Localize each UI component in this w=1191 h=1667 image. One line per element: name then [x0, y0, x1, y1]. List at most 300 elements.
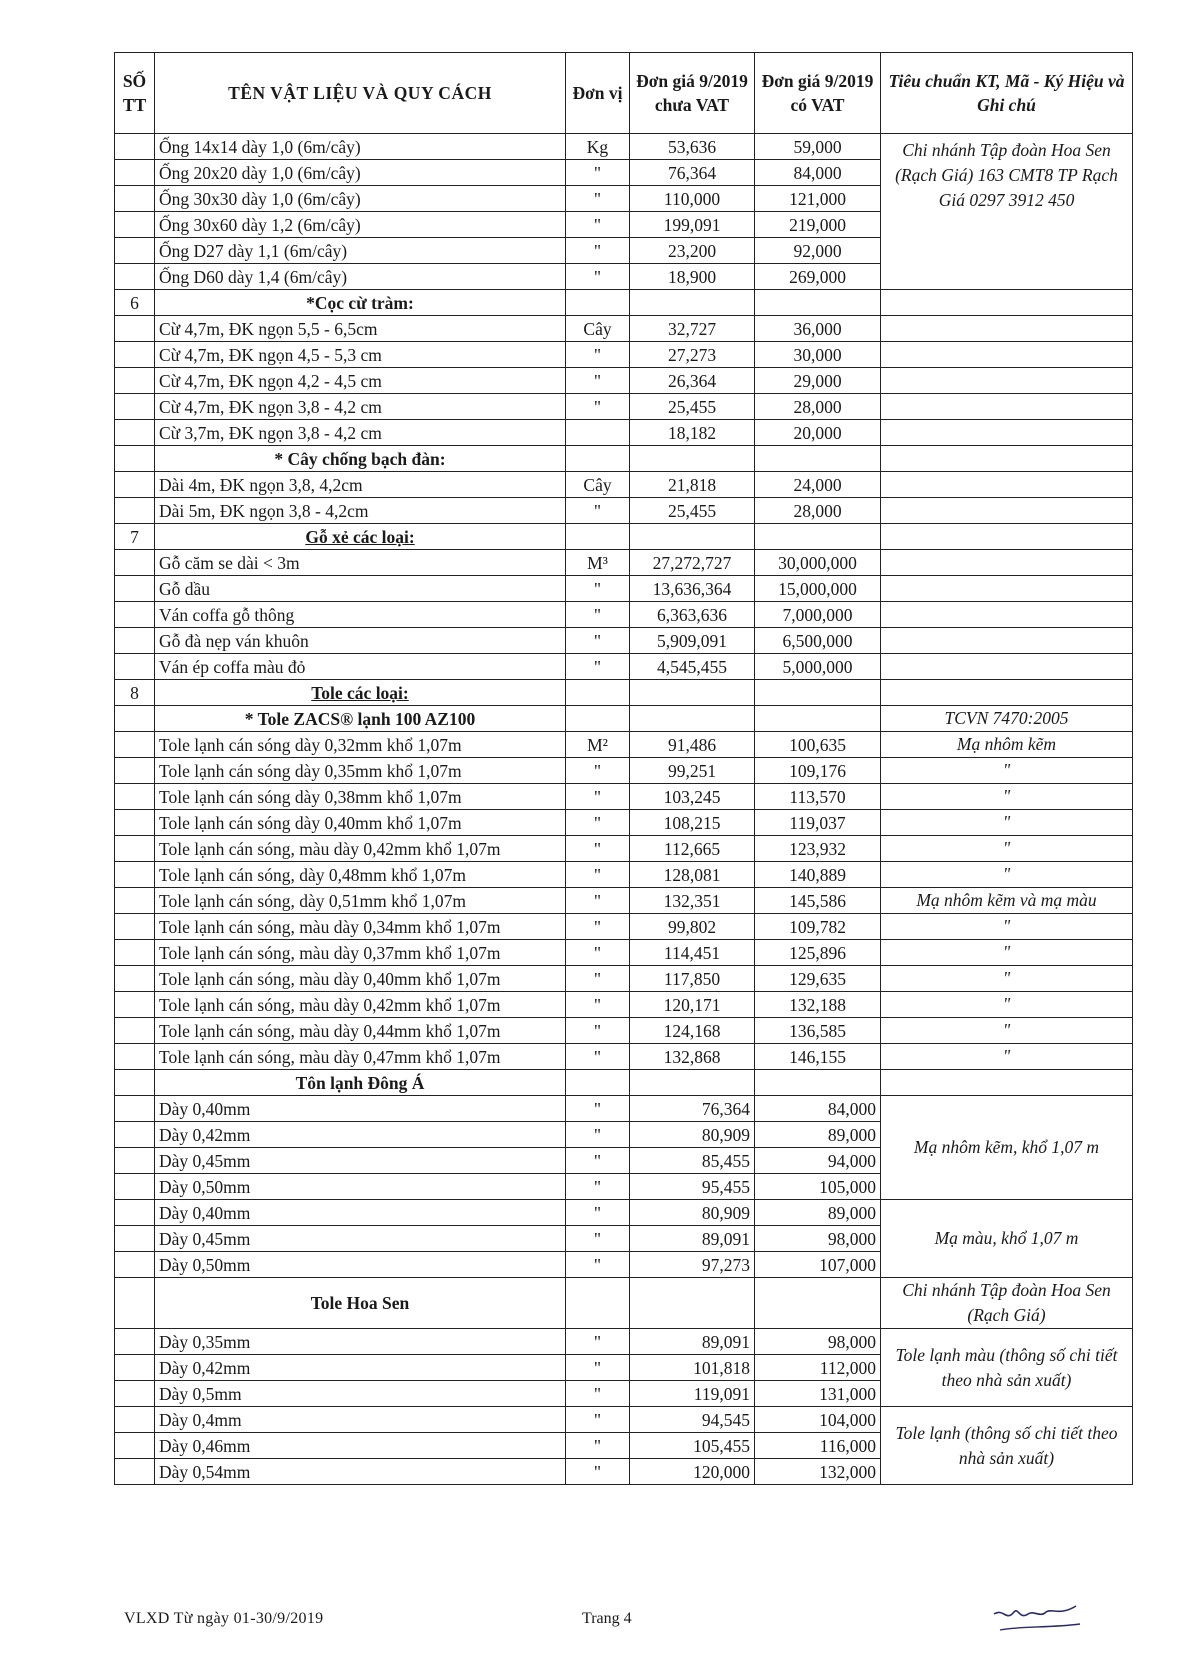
table-row: [115, 342, 1133, 368]
row-unit: ": [566, 1174, 630, 1200]
row-unit: ": [566, 1226, 630, 1252]
row-name: Ống 30x60 dày 1,2 (6m/cây): [155, 212, 566, 238]
row-name: Tole lạnh cán sóng, màu dày 0,34mm khổ 1,07m: [155, 914, 566, 940]
table-row: [115, 888, 1133, 914]
row-no: [115, 784, 155, 810]
row-price-no-vat: 4,545,455: [630, 654, 755, 680]
row-name: Cừ 4,7m, ĐK ngọn 5,5 - 6,5cm: [155, 316, 566, 342]
row-no: [115, 602, 155, 628]
note-hoasen-branch2: Chi nhánh Tập đoàn Hoa Sen (Rạch Giá): [881, 1278, 1133, 1329]
row-price-vat: 24,000: [755, 472, 881, 498]
row-no: [115, 186, 155, 212]
row-price-no-vat: 110,000: [630, 186, 755, 212]
row-price-vat: 29,000: [755, 368, 881, 394]
row-name: Tole lạnh cán sóng dày 0,40mm khổ 1,07m: [155, 810, 566, 836]
row-price-vat: 109,782: [755, 914, 881, 940]
row-no: [115, 134, 155, 160]
row-name: Tole lạnh cán sóng, dày 0,51mm khổ 1,07m: [155, 888, 566, 914]
note-tole-lanh: Tole lạnh (thông số chi tiết theo nhà sản xuất): [881, 1407, 1133, 1485]
row-price-vat: 30,000: [755, 342, 881, 368]
section-row: [115, 446, 1133, 472]
row-price-vat: 84,000: [755, 1096, 881, 1122]
section-row: [115, 1278, 1133, 1329]
row-no: [115, 1433, 155, 1459]
row-price-vat: 5,000,000: [755, 654, 881, 680]
table-row: [115, 602, 1133, 628]
row-no: [115, 810, 155, 836]
row-price-no-vat: 18,900: [630, 264, 755, 290]
section-title: Gỗ xẻ các loại:: [155, 524, 566, 550]
row-no: 6: [115, 290, 155, 316]
row-price-vat: 6,500,000: [755, 628, 881, 654]
table-row: [115, 1200, 1133, 1226]
row-price-vat: 30,000,000: [755, 550, 881, 576]
row-price-no-vat: 95,455: [630, 1174, 755, 1200]
row-no: [115, 1407, 155, 1433]
row-note: ": [881, 810, 1133, 836]
row-price-no-vat: 120,000: [630, 1459, 755, 1485]
row-price-vat: 132,188: [755, 992, 881, 1018]
row-price-vat: 98,000: [755, 1329, 881, 1355]
row-name: Tole lạnh cán sóng, màu dày 0,42mm khổ 1,07m: [155, 992, 566, 1018]
row-price-no-vat: 27,272,727: [630, 550, 755, 576]
row-no: [115, 212, 155, 238]
row-price-no-vat: 80,909: [630, 1200, 755, 1226]
row-unit: Kg: [566, 134, 630, 160]
table-row: [115, 654, 1133, 680]
row-unit: Cây: [566, 472, 630, 498]
row-price-vat: 140,889: [755, 862, 881, 888]
row-price-no-vat: 99,802: [630, 914, 755, 940]
row-no: [115, 1278, 155, 1329]
row-name: Gỗ dầu: [155, 576, 566, 602]
row-price-no-vat: 132,868: [630, 1044, 755, 1070]
row-price-vat: 28,000: [755, 394, 881, 420]
row-no: [115, 862, 155, 888]
row-no: [115, 316, 155, 342]
row-no: 8: [115, 680, 155, 706]
table-row: [115, 992, 1133, 1018]
row-name: Dày 0,54mm: [155, 1459, 566, 1485]
row-name: Cừ 4,7m, ĐK ngọn 3,8 - 4,2 cm: [155, 394, 566, 420]
table-row: [115, 628, 1133, 654]
row-price-no-vat: 112,665: [630, 836, 755, 862]
row-price-vat: 59,000: [755, 134, 881, 160]
row-name: Dày 0,45mm: [155, 1226, 566, 1252]
row-price-no-vat: 76,364: [630, 160, 755, 186]
row-name: Ống 30x30 dày 1,0 (6m/cây): [155, 186, 566, 212]
row-price-vat: 145,586: [755, 888, 881, 914]
section-title: *Cọc cừ tràm:: [155, 290, 566, 316]
row-no: [115, 1226, 155, 1252]
row-price-vat: 36,000: [755, 316, 881, 342]
row-unit: ": [566, 1329, 630, 1355]
row-name: Dày 0,35mm: [155, 1329, 566, 1355]
section-title: * Cây chống bạch đàn:: [155, 446, 566, 472]
row-note: Mạ nhôm kẽm: [881, 732, 1133, 758]
row-note: ": [881, 992, 1133, 1018]
section-row: [115, 524, 1133, 550]
section-title: * Tole ZACS® lạnh 100 AZ100: [155, 706, 566, 732]
row-no: [115, 498, 155, 524]
note-tcvn: TCVN 7470:2005: [881, 706, 1133, 732]
row-no: [115, 1070, 155, 1096]
row-price-no-vat: 89,091: [630, 1226, 755, 1252]
row-no: [115, 914, 155, 940]
row-name: Dày 0,42mm: [155, 1122, 566, 1148]
row-price-no-vat: 199,091: [630, 212, 755, 238]
row-unit: ": [566, 628, 630, 654]
row-unit: ": [566, 1122, 630, 1148]
table-row: [115, 1044, 1133, 1070]
row-no: [115, 1096, 155, 1122]
row-price-no-vat: 25,455: [630, 498, 755, 524]
row-name: Tole lạnh cán sóng, màu dày 0,37mm khổ 1,07m: [155, 940, 566, 966]
row-no: [115, 446, 155, 472]
row-name: Dài 5m, ĐK ngọn 3,8 - 4,2cm: [155, 498, 566, 524]
table-row: [115, 576, 1133, 602]
row-no: [115, 940, 155, 966]
row-price-no-vat: 103,245: [630, 784, 755, 810]
row-price-no-vat: 132,351: [630, 888, 755, 914]
row-no: [115, 1018, 155, 1044]
row-price-vat: 15,000,000: [755, 576, 881, 602]
table-row: [115, 862, 1133, 888]
table-row: [115, 1096, 1133, 1122]
table-row: [115, 498, 1133, 524]
row-unit: ": [566, 1148, 630, 1174]
row-price-vat: 28,000: [755, 498, 881, 524]
row-no: [115, 1044, 155, 1070]
row-note: ": [881, 1018, 1133, 1044]
header-no: SỐ TT: [115, 53, 155, 134]
table-row: [115, 394, 1133, 420]
row-unit: ": [566, 966, 630, 992]
row-name: Dày 0,40mm: [155, 1096, 566, 1122]
row-price-vat: 125,896: [755, 940, 881, 966]
table-row: [115, 550, 1133, 576]
row-price-no-vat: 23,200: [630, 238, 755, 264]
table-row: [115, 940, 1133, 966]
row-price-vat: 136,585: [755, 1018, 881, 1044]
row-name: Tole lạnh cán sóng, màu dày 0,44mm khổ 1,07m: [155, 1018, 566, 1044]
row-no: [115, 1459, 155, 1485]
row-no: [115, 550, 155, 576]
row-price-no-vat: 105,455: [630, 1433, 755, 1459]
row-note: ": [881, 784, 1133, 810]
row-no: [115, 1329, 155, 1355]
row-price-no-vat: 97,273: [630, 1252, 755, 1278]
row-price-no-vat: 13,636,364: [630, 576, 755, 602]
row-note: ": [881, 914, 1133, 940]
row-unit: ": [566, 368, 630, 394]
row-price-no-vat: 80,909: [630, 1122, 755, 1148]
row-unit: ": [566, 498, 630, 524]
row-name: Dày 0,50mm: [155, 1174, 566, 1200]
table-row: [115, 914, 1133, 940]
row-price-no-vat: 114,451: [630, 940, 755, 966]
row-price-vat: 219,000: [755, 212, 881, 238]
note-tole-lanh-mau: Tole lạnh màu (thông số chi tiết theo nhà sản xuất): [881, 1329, 1133, 1407]
row-price-no-vat: 85,455: [630, 1148, 755, 1174]
row-unit: ": [566, 1200, 630, 1226]
row-price-no-vat: 128,081: [630, 862, 755, 888]
row-no: [115, 836, 155, 862]
header-price-no-vat: Đơn giá 9/2019 chưa VAT: [630, 53, 755, 134]
note-donga-kem: Mạ nhôm kẽm, khổ 1,07 m: [881, 1096, 1133, 1200]
row-price-vat: 112,000: [755, 1355, 881, 1381]
row-no: [115, 238, 155, 264]
row-name: Dày 0,45mm: [155, 1148, 566, 1174]
row-price-vat: 123,932: [755, 836, 881, 862]
row-note: ": [881, 836, 1133, 862]
row-price-vat: 107,000: [755, 1252, 881, 1278]
table-row: [115, 1018, 1133, 1044]
row-name: Tole lạnh cán sóng dày 0,38mm khổ 1,07m: [155, 784, 566, 810]
row-no: [115, 628, 155, 654]
row-name: Ống D27 dày 1,1 (6m/cây): [155, 238, 566, 264]
row-price-no-vat: 94,545: [630, 1407, 755, 1433]
row-name: Ván ép coffa màu đỏ: [155, 654, 566, 680]
row-no: [115, 472, 155, 498]
row-no: [115, 368, 155, 394]
row-price-vat: 7,000,000: [755, 602, 881, 628]
row-price-vat: 116,000: [755, 1433, 881, 1459]
row-unit: ": [566, 264, 630, 290]
row-price-no-vat: 91,486: [630, 732, 755, 758]
row-unit: M²: [566, 732, 630, 758]
row-name: Dày 0,4mm: [155, 1407, 566, 1433]
row-unit: ": [566, 888, 630, 914]
row-price-no-vat: 18,182: [630, 420, 755, 446]
header-note: Tiêu chuẩn KT, Mã - Ký Hiệu và Ghi chú: [881, 53, 1133, 134]
row-price-vat: 98,000: [755, 1226, 881, 1252]
row-unit: Cây: [566, 316, 630, 342]
row-note: ": [881, 758, 1133, 784]
row-name: Dài 4m, ĐK ngọn 3,8, 4,2cm: [155, 472, 566, 498]
row-unit: ": [566, 1018, 630, 1044]
row-note: Mạ nhôm kẽm và mạ màu: [881, 888, 1133, 914]
row-unit: ": [566, 394, 630, 420]
row-price-vat: 129,635: [755, 966, 881, 992]
section-row: [115, 706, 1133, 732]
header-unit: Đơn vị: [566, 53, 630, 134]
row-price-vat: 109,176: [755, 758, 881, 784]
row-unit: ": [566, 1044, 630, 1070]
row-price-vat: 89,000: [755, 1200, 881, 1226]
section-title: Tôn lạnh Đông Á: [155, 1070, 566, 1096]
row-name: Gỗ đà nẹp ván khuôn: [155, 628, 566, 654]
row-price-vat: 269,000: [755, 264, 881, 290]
row-price-no-vat: 99,251: [630, 758, 755, 784]
row-unit: ": [566, 758, 630, 784]
row-no: 7: [115, 524, 155, 550]
row-name: Tole lạnh cán sóng, màu dày 0,47mm khổ 1,07m: [155, 1044, 566, 1070]
row-name: Ván coffa gỗ thông: [155, 602, 566, 628]
row-name: Tole lạnh cán sóng dày 0,35mm khổ 1,07m: [155, 758, 566, 784]
row-price-vat: 92,000: [755, 238, 881, 264]
row-name: Cừ 4,7m, ĐK ngọn 4,2 - 4,5 cm: [155, 368, 566, 394]
row-unit: ": [566, 1252, 630, 1278]
row-name: Tole lạnh cán sóng, màu dày 0,40mm khổ 1,07m: [155, 966, 566, 992]
row-no: [115, 576, 155, 602]
table-row: [115, 472, 1133, 498]
section-row: [115, 290, 1133, 316]
table-row: [115, 810, 1133, 836]
row-no: [115, 758, 155, 784]
row-unit: ": [566, 186, 630, 212]
row-price-vat: 104,000: [755, 1407, 881, 1433]
row-no: [115, 160, 155, 186]
row-no: [115, 992, 155, 1018]
row-no: [115, 966, 155, 992]
row-price-no-vat: 5,909,091: [630, 628, 755, 654]
row-unit: ": [566, 862, 630, 888]
row-unit: ": [566, 1459, 630, 1485]
row-price-vat: 89,000: [755, 1122, 881, 1148]
table-row: [115, 732, 1133, 758]
row-unit: ": [566, 810, 630, 836]
table-row: [115, 420, 1133, 446]
row-note: ": [881, 940, 1133, 966]
row-unit: ": [566, 914, 630, 940]
table-row: [115, 758, 1133, 784]
row-unit: ": [566, 784, 630, 810]
row-price-no-vat: 6,363,636: [630, 602, 755, 628]
row-unit: ": [566, 576, 630, 602]
row-price-no-vat: 120,171: [630, 992, 755, 1018]
row-unit: ": [566, 1096, 630, 1122]
row-unit: ": [566, 836, 630, 862]
row-unit: M³: [566, 550, 630, 576]
row-price-vat: 113,570: [755, 784, 881, 810]
row-unit: ": [566, 654, 630, 680]
row-unit: [566, 420, 630, 446]
row-price-no-vat: 119,091: [630, 1381, 755, 1407]
footer-date-range: VLXD Từ ngày 01-30/9/2019: [124, 1610, 324, 1627]
row-name: Dày 0,50mm: [155, 1252, 566, 1278]
page-number: Trang 4: [582, 1610, 632, 1627]
row-no: [115, 1200, 155, 1226]
row-price-no-vat: 117,850: [630, 966, 755, 992]
row-name: Ống 20x20 dày 1,0 (6m/cây): [155, 160, 566, 186]
table-row: [115, 316, 1133, 342]
row-note: ": [881, 966, 1133, 992]
header-name: TÊN VẬT LIỆU VÀ QUY CÁCH: [155, 53, 566, 134]
row-no: [115, 420, 155, 446]
row-unit: ": [566, 1355, 630, 1381]
row-name: Gỗ căm se dài < 3m: [155, 550, 566, 576]
section-row: [115, 680, 1133, 706]
header-price-vat: Đơn giá 9/2019 có VAT: [755, 53, 881, 134]
row-name: Tole lạnh cán sóng, màu dày 0,42mm khổ 1,07m: [155, 836, 566, 862]
row-price-no-vat: 21,818: [630, 472, 755, 498]
row-no: [115, 264, 155, 290]
table-row: [115, 134, 1133, 160]
row-no: [115, 706, 155, 732]
table-row: [115, 1329, 1133, 1355]
row-price-no-vat: 101,818: [630, 1355, 755, 1381]
note-donga-mau: Mạ màu, khổ 1,07 m: [881, 1200, 1133, 1278]
table-row: [115, 368, 1133, 394]
row-price-no-vat: 25,455: [630, 394, 755, 420]
row-unit: ": [566, 1407, 630, 1433]
row-name: Dày 0,40mm: [155, 1200, 566, 1226]
row-no: [115, 1148, 155, 1174]
row-price-no-vat: 89,091: [630, 1329, 755, 1355]
row-unit: ": [566, 160, 630, 186]
row-no: [115, 394, 155, 420]
section-title: Tole Hoa Sen: [155, 1278, 566, 1329]
section-title: Tole các loại:: [155, 680, 566, 706]
row-price-vat: 20,000: [755, 420, 881, 446]
table-row: [115, 836, 1133, 862]
row-price-no-vat: 124,168: [630, 1018, 755, 1044]
row-name: Cừ 4,7m, ĐK ngọn 4,5 - 5,3 cm: [155, 342, 566, 368]
row-no: [115, 732, 155, 758]
row-price-vat: 105,000: [755, 1174, 881, 1200]
row-price-no-vat: 76,364: [630, 1096, 755, 1122]
row-price-vat: 121,000: [755, 186, 881, 212]
signature-mark: [990, 1598, 1085, 1642]
table-row: [115, 966, 1133, 992]
row-price-vat: 94,000: [755, 1148, 881, 1174]
row-unit: ": [566, 992, 630, 1018]
row-note: ": [881, 1044, 1133, 1070]
row-name: Ống 14x14 dày 1,0 (6m/cây): [155, 134, 566, 160]
row-price-no-vat: 26,364: [630, 368, 755, 394]
note-hoasen-branch: Chi nhánh Tập đoàn Hoa Sen (Rạch Giá) 163 CMT8 TP Rạch Giá 0297 3912 450: [881, 134, 1133, 290]
row-no: [115, 1355, 155, 1381]
row-no: [115, 654, 155, 680]
row-unit: ": [566, 1381, 630, 1407]
row-price-vat: 131,000: [755, 1381, 881, 1407]
row-name: Dày 0,46mm: [155, 1433, 566, 1459]
row-price-vat: 146,155: [755, 1044, 881, 1070]
row-no: [115, 888, 155, 914]
row-note: ": [881, 862, 1133, 888]
row-price-vat: 119,037: [755, 810, 881, 836]
row-unit: ": [566, 342, 630, 368]
row-no: [115, 1381, 155, 1407]
row-price-vat: 100,635: [755, 732, 881, 758]
section-row: [115, 1070, 1133, 1096]
row-price-no-vat: 32,727: [630, 316, 755, 342]
row-name: Tole lạnh cán sóng dày 0,32mm khổ 1,07m: [155, 732, 566, 758]
table-row: [115, 784, 1133, 810]
row-price-no-vat: 27,273: [630, 342, 755, 368]
row-name: Ống D60 dày 1,4 (6m/cây): [155, 264, 566, 290]
row-no: [115, 342, 155, 368]
table-header-row: [115, 53, 1133, 134]
row-price-vat: 132,000: [755, 1459, 881, 1485]
row-price-vat: 84,000: [755, 160, 881, 186]
row-no: [115, 1174, 155, 1200]
price-table: [114, 52, 1133, 1485]
row-unit: ": [566, 212, 630, 238]
row-no: [115, 1122, 155, 1148]
row-unit: ": [566, 602, 630, 628]
row-unit: ": [566, 1433, 630, 1459]
row-name: Tole lạnh cán sóng, dày 0,48mm khổ 1,07m: [155, 862, 566, 888]
row-name: Dày 0,42mm: [155, 1355, 566, 1381]
row-price-no-vat: 53,636: [630, 134, 755, 160]
row-name: Dày 0,5mm: [155, 1381, 566, 1407]
row-name: Cừ 3,7m, ĐK ngọn 3,8 - 4,2 cm: [155, 420, 566, 446]
row-unit: ": [566, 940, 630, 966]
table-row: [115, 1407, 1133, 1433]
row-unit: ": [566, 238, 630, 264]
